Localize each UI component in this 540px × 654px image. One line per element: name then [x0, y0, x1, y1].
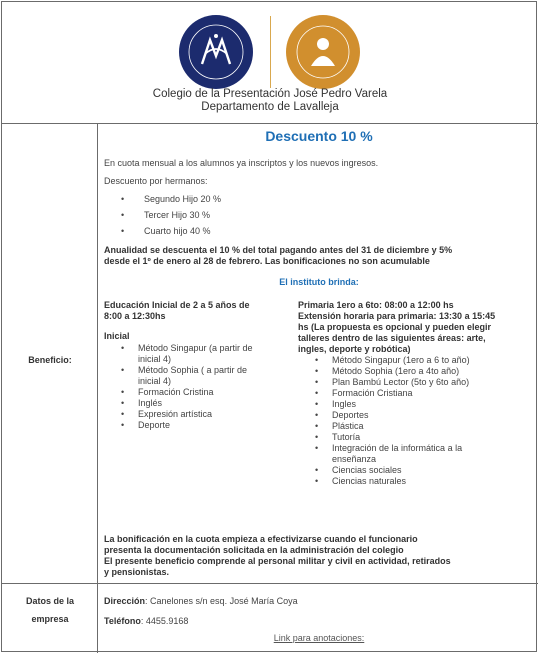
inicial-item: inicial 4) [138, 354, 172, 364]
bullet-dot: • [315, 399, 319, 409]
primaria-item: Plástica [332, 421, 364, 431]
discount-title: Descuento 10 % [265, 128, 373, 144]
inicial-item: Formación Cristina [138, 387, 214, 397]
department-name: Departamento de Lavalleja [201, 101, 339, 113]
logo-separator [270, 16, 271, 88]
beneficio-label: Beneficio: [28, 355, 72, 365]
school-name: Colegio de la Presentación José Pedro Varela [152, 88, 388, 100]
hermano-item: Segundo Hijo 20 % [144, 194, 222, 204]
bullet-dot: • [315, 388, 319, 398]
primaria-item: Ciencias naturales [332, 476, 407, 486]
bullet-dot: • [315, 476, 319, 486]
document-frame [1, 1, 537, 652]
anualidad-line-1: Anualidad se descuenta el 10 % del total pagando antes del 31 de diciembre y 5% [104, 245, 453, 255]
bullet-dot: • [121, 420, 125, 430]
telefono-value: : 4455.9168 [140, 616, 189, 626]
direccion-label: Dirección [104, 596, 146, 606]
beneficio-row [2, 123, 538, 584]
bullet-dot: • [121, 365, 125, 375]
inicial-item: inicial 4) [138, 376, 172, 386]
inicial-heading-2: 8:00 a 12:30hs [104, 311, 166, 321]
inicial-item: Inglés [138, 398, 163, 408]
bullet-dot: • [315, 366, 319, 376]
hermanos-heading: Descuento por hermanos: [104, 176, 208, 186]
empresa-label-2: empresa [31, 614, 69, 624]
bullet-dot: • [315, 410, 319, 420]
primaria-heading-line: Primaria 1ero a 6to: 08:00 a 12:00 hs [298, 300, 454, 310]
empresa-label-cell [2, 583, 98, 653]
inicial-item: Método Sophia ( a partir de [138, 365, 248, 375]
inicial-item: Expresión artística [138, 409, 213, 419]
bullet-dot: • [315, 465, 319, 475]
primaria-heading-line: hs (La propuesta es opcional y pueden elegir [298, 322, 492, 332]
primaria-item: Ingles [332, 399, 357, 409]
inicial-subheading: Inicial [104, 331, 130, 341]
anotaciones-link[interactable]: Link para anotaciones: [273, 633, 365, 643]
bullet-dot: • [121, 194, 125, 204]
primaria-item: Deportes [332, 410, 369, 420]
header [2, 2, 538, 124]
bullet-dot: • [315, 377, 319, 387]
primaria-item: Integración de la informática a la [332, 443, 463, 453]
primaria-heading-line: ingles, deporte y robótica) [298, 344, 411, 354]
bullet-dot: • [315, 432, 319, 442]
primaria-heading-line: Extensión horaria para primaria: 13:30 a 15:45 [298, 311, 496, 321]
primaria-item: Método Sophia (1ero a 4to año) [332, 366, 460, 376]
closing-line: presenta la documentación solicitada en la administración del colegio [104, 545, 404, 555]
empresa-row [2, 583, 538, 653]
intro-text: En cuota mensual a los alumnos ya inscriptos y los nuevos ingresos. [104, 158, 379, 168]
primaria-item: Plan Bambú Lector (5to y 6to año) [332, 377, 470, 387]
bullet-dot: • [315, 355, 319, 365]
hermano-item: Cuarto hijo 40 % [144, 226, 211, 236]
bullet-dot: • [121, 343, 125, 353]
closing-line: La bonificación en la cuota empieza a efectivizarse cuando el funcionario [104, 534, 418, 544]
closing-line: y pensionistas. [104, 567, 170, 577]
beneficio-label-cell [2, 123, 98, 583]
direccion-value: : Canelones s/n esq. José María Coya [145, 596, 298, 606]
hermano-item: Tercer Hijo 30 % [144, 210, 211, 220]
direccion [104, 596, 298, 607]
telefono [104, 616, 188, 627]
bullet-dot: • [121, 409, 125, 419]
bullet-dot: • [121, 210, 125, 220]
brinda-heading: El instituto brinda: [279, 277, 359, 287]
primaria-item: Método Singapur (1ero a 6 to año) [332, 355, 470, 365]
primaria-item: enseñanza [332, 454, 377, 464]
inicial-item: Deporte [138, 420, 171, 430]
bullet-dot: • [121, 226, 125, 236]
anualidad-line-2: desde el 1º de enero al 28 de febrero. Las bonificaciones no son acumulable [104, 256, 430, 266]
empresa-label-1: Datos de la [25, 596, 74, 606]
closing-line: El presente beneficio comprende al personal militar y civil en actividad, retirados [104, 556, 451, 566]
primaria-heading-line: talleres dentro de las siguientes áreas: arte, [298, 333, 486, 343]
bullet-dot: • [315, 443, 319, 453]
inicial-item: Método Singapur (a partir de [138, 343, 253, 353]
telefono-label: Teléfono [104, 616, 141, 626]
fundacion-logo [285, 14, 361, 90]
bullet-dot: • [315, 421, 319, 431]
school-title-block [2, 88, 538, 114]
school-logo [178, 14, 254, 90]
primaria-item: Formación Cristiana [332, 388, 413, 398]
bullet-dot: • [121, 387, 125, 397]
bullet-dot: • [121, 398, 125, 408]
inicial-heading-1: Educación Inicial de 2 a 5 años de [104, 300, 250, 310]
primaria-item: Tutoría [332, 432, 361, 442]
primaria-item: Ciencias sociales [332, 465, 402, 475]
